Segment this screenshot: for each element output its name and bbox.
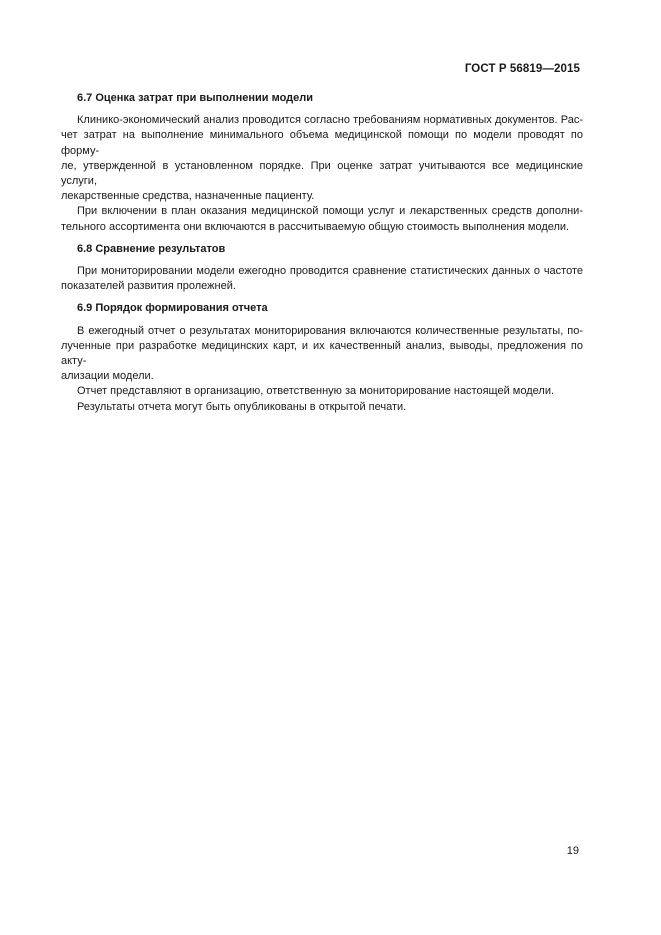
text-line: показателей развития пролежней. (61, 280, 236, 293)
paragraph (61, 113, 583, 204)
text-line: лученные при разработке медицинских карт, и их качественный анализ, выводы, предложения по акту- (61, 339, 583, 368)
paragraph (61, 324, 583, 385)
text-line: Результаты отчета могут быть опубликованы в открытой печати. (77, 400, 407, 413)
text-line: тельного ассортимента они включаются в рассчитываемую общую стоимость выполнения модели. (61, 220, 570, 233)
text-line: лекарственные средства, назначенные пациенту. (61, 190, 315, 203)
paragraph (61, 400, 583, 415)
document-body (61, 91, 583, 422)
paragraph (61, 264, 583, 294)
text-line: чет затрат на выполнение минимального объема медицинской помощи по модели проводят по форму- (61, 129, 583, 157)
text-line: При включении в план оказания медицинской помощи услуг и лекарственных средств дополни- (77, 205, 583, 218)
section-heading: 6.8 Сравнение результатов (77, 242, 226, 255)
section-heading: 6.7 Оценка затрат при выполнении модели (77, 92, 314, 104)
section-6-9 (61, 301, 583, 414)
text-line: Отчет представляют в организацию, ответственную за мониторирование настоящей модели. (77, 385, 555, 398)
section-6-8 (61, 242, 583, 295)
section-heading: 6.9 Порядок формирования отчета (77, 302, 268, 315)
text-line: ле, утвержденной в установленном порядке. При оценке затрат учитываются все медицинские услуги, (61, 159, 583, 188)
document-id: ГОСТ Р 56819—2015 (464, 63, 580, 75)
section-6-7 (61, 91, 583, 235)
paragraph (61, 384, 583, 399)
text-line: При мониторировании модели ежегодно проводится сравнение статистических данных о частоте (77, 265, 583, 278)
page-number: 19 (566, 845, 579, 857)
text-line: Клинико-экономический анализ проводится согласно требованиям нормативных документов. Рас- (77, 114, 583, 127)
text-line: В ежегодный отчет о результатах мониторирования включаются количественные результаты, по- (77, 324, 583, 337)
paragraph (61, 204, 583, 234)
text-line: ализации модели. (61, 370, 154, 383)
